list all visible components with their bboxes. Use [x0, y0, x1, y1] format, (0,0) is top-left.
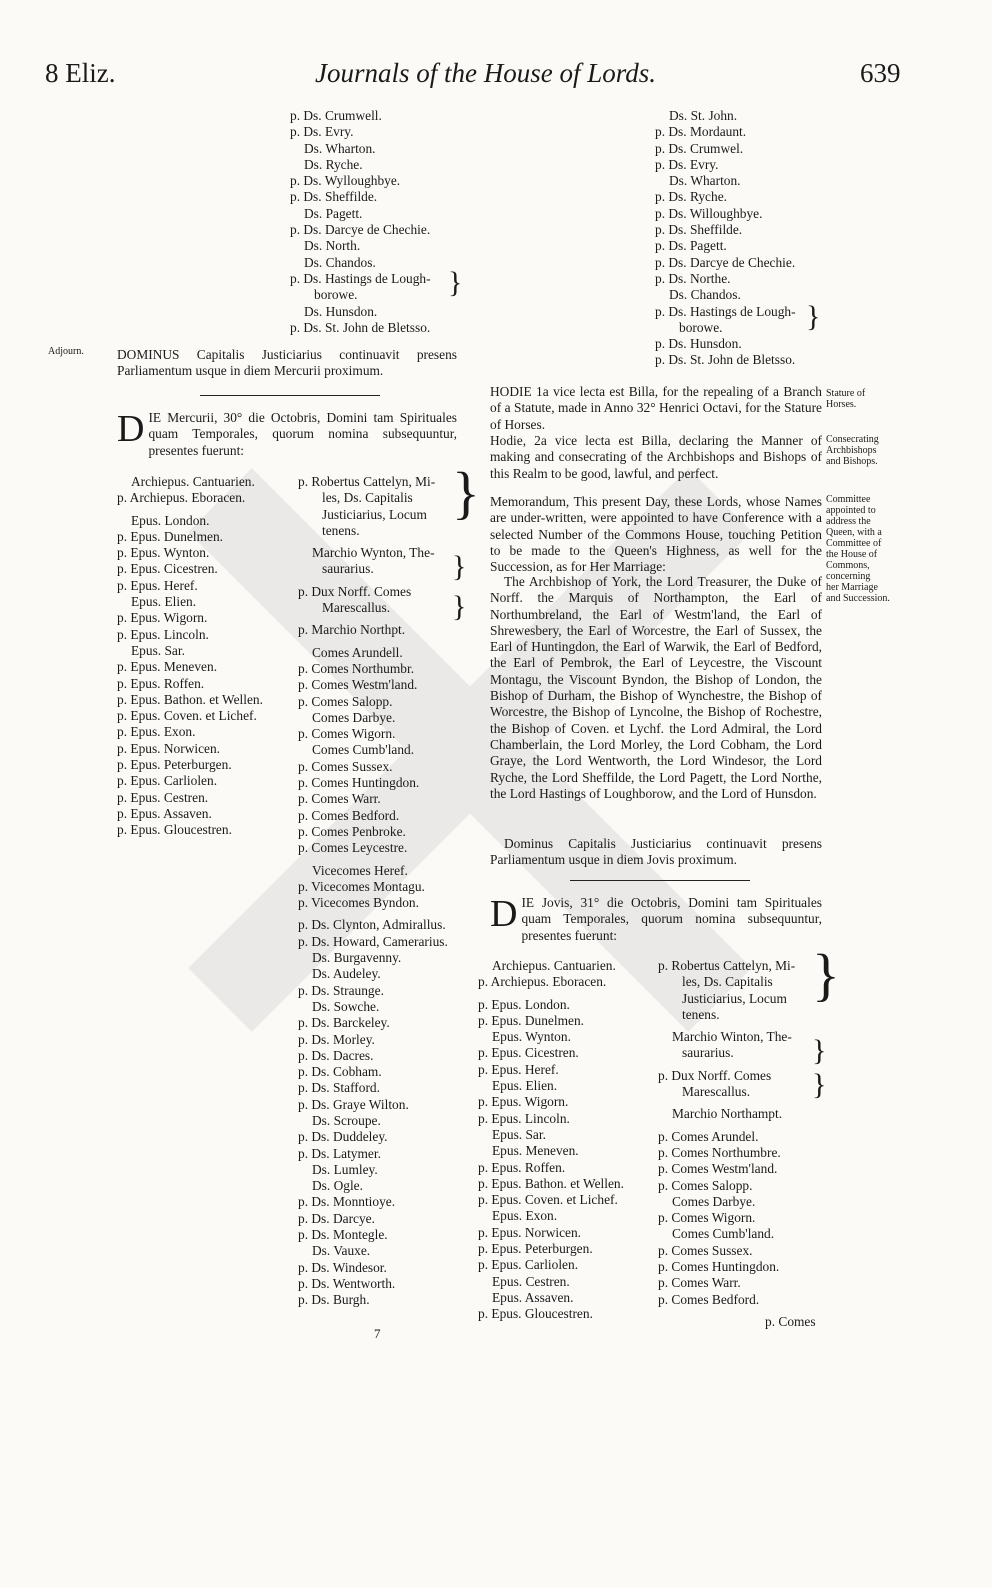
list-item: p. Epus. Bathon. et Wellen. [478, 1175, 624, 1191]
margin-line: Commons, [826, 560, 870, 571]
list-item: p. Robertus Cattelyn, Mi- [298, 474, 436, 489]
margin-line: Committee [826, 494, 871, 505]
margin-line: and Succession. [826, 593, 890, 604]
list-item: Ds. Sowche. [312, 998, 380, 1014]
adjourn-paragraph [117, 347, 457, 380]
list-item: p. Comes Leycestre. [298, 840, 408, 856]
list-item: Ds. Chandos. [669, 287, 741, 303]
list-item: p. Comes Westm'land. [658, 1161, 778, 1177]
header-regnal-year: 8 Eliz. [45, 58, 116, 88]
list-item: p. Epus. Lincoln. [478, 1110, 570, 1126]
margin-note-committee [826, 494, 890, 604]
list-item: p. Epus. Bathon. et Wellen. [117, 691, 263, 707]
list-item: p. Epus. Peterburgen. [478, 1241, 593, 1257]
margin-line: Archbishops [826, 445, 877, 456]
jovis-intro [490, 895, 822, 944]
list-item: p. Ds. Stafford. [298, 1080, 380, 1096]
list-item: Comes Darbye. [312, 709, 396, 725]
list-item: p. Ds. Crumwel. [655, 140, 744, 156]
margin-line: Consecrating [826, 434, 879, 445]
lords-list-jovis-spiritual [478, 958, 653, 1323]
list-item: p. Comes Huntingdon. [298, 775, 420, 791]
list-item: Ds. Chandos. [304, 254, 376, 270]
list-item: p. Ds. Hastings de Lough- [290, 270, 431, 286]
margin-line: and Bishops. [826, 456, 878, 467]
list-item: Vicecomes Heref. [312, 862, 408, 878]
list-item: p. Epus. London. [478, 996, 570, 1012]
list-item: p. Ds. Clynton, Admirallus. [298, 917, 446, 933]
margin-line: address the [826, 516, 871, 527]
list-item: p. Comes Sussex. [298, 758, 393, 774]
list-item: Ds. St. John. [669, 108, 738, 123]
list-item: p. Vicecomes Montagu. [298, 878, 425, 894]
brace: } [812, 942, 840, 1007]
list-item: saurarius. [322, 561, 374, 577]
list-item: Comes Cumb'land. [312, 742, 415, 758]
hodie-first-reading [490, 384, 822, 433]
list-item: Ds. Burgavenny. [312, 950, 402, 966]
hodie-second-text: Hodie, 2a vice lecta est Billa, declaring the Manner of making and consecrating of the Archbishops and Bishops of this Realm to be good, lawful, and perfect. [490, 433, 822, 481]
lords-named-paragraph [490, 574, 822, 802]
list-item: p. Comes Salopp. [298, 693, 393, 709]
list-item: les, Ds. Capitalis [682, 974, 773, 990]
list-item: p. Comes Wigorn. [298, 726, 396, 742]
catchword: p. Comes [765, 1314, 816, 1329]
list-item: p. Epus. Cestren. [117, 789, 209, 805]
list-item: Ds. Hunsdon. [304, 303, 378, 319]
lords-list-mercurii-temporal [298, 474, 468, 1309]
margin-line: Horses. [826, 399, 857, 410]
list-item: p. Comes Northumbre. [658, 1144, 781, 1160]
list-item: les, Ds. Capitalis [322, 490, 413, 506]
list-item: p. Epus. Gloucestren. [117, 822, 232, 838]
list-item: p. Ds. Duddeley. [298, 1129, 388, 1145]
list-item: p. Ds. Pagett. [655, 238, 727, 254]
signature-mark: 7 [374, 1326, 381, 1341]
brace: } [806, 300, 821, 333]
list-item: p. Ds. Darcye. [298, 1210, 375, 1226]
list-item: p. Ds. St. John de Bletsso. [655, 352, 796, 368]
brace: } [452, 460, 480, 525]
list-item: p. Epus. Norwicen. [478, 1224, 582, 1240]
mercurii-intro-text: IE Mercurii, 30° die Octobris, Domini tam Spirituales quam Temporales, quorum nomina subsequuntur, presentes fuerunt: [148, 410, 457, 458]
memorandum-paragraph [490, 494, 822, 575]
list-item: Ds. North. [304, 238, 361, 254]
list-item: p. Comes Warr. [298, 791, 381, 807]
list-item: p. Ds. Evry. [655, 156, 719, 172]
adjourn-jovis-paragraph [490, 836, 822, 869]
list-item: p. Ds. Howard, Camerarius. [298, 933, 448, 949]
list-item: p. Epus. Assaven. [117, 805, 212, 821]
list-item: tenens. [682, 1006, 720, 1022]
list-item: p. Epus. Dunelmen. [478, 1012, 584, 1028]
list-item: Archiepus. Cantuarien. [492, 958, 616, 973]
hodie-second-reading [490, 433, 822, 482]
list-item: p. Comes Westm'land. [298, 677, 418, 693]
hodie-first-text: HODIE 1a vice lecta est Billa, for the repealing of a Branch of a Statute, made in Anno 32° Henrici Octavi, for the Stature of Horses. [490, 384, 822, 432]
list-item: p. Archiepus. Eboracen. [478, 974, 607, 990]
list-item: p. Ds. Northe. [655, 270, 731, 286]
list-item: p. Epus. Cicestren. [478, 1045, 579, 1061]
list-item: Ds. Ryche. [304, 156, 363, 172]
list-item: Epus. Meneven. [492, 1143, 579, 1159]
lords-named-text: The Archbishop of York, the Lord Treasurer, the Duke of Norff. the Marquis of Northampton, the Earl of Northumbreland, the Earl of Westm'land, the Earl of Shrewesbery, the Earl of Worcestre, the Earl of Sussex, the Earl of Huntingdon, the Earl of Warwik, the Earl of Bedford, the Earl of Pembrok, the Earl of Leycestre, the Viscount Montagu, the Viscount Byndon, the Bishop of London, the Bishop of Durham, the Bishop of Wynchestre, the Bishop of Worcestre, the Bishop of Lyncolne, the Bishop of Rochestre, the Bishop of Coven. et Lychf. the Lord Admiral, the Lord Chamberlain, the Lord Morley, the Lord Cobham, the Lord Graye, the Lord Wentworth, the Lord Windesor, the Lord Ryche, the Lord Sheffilde, the Lord Pagett, the Lord Northe, the Lord Hastings of Loughborow, and the Lord of Hunsdon. [490, 574, 822, 801]
list-item: Epus. Sar. [131, 642, 185, 658]
list-item: p. Epus. Peterburgen. [117, 757, 232, 773]
list-item: borowe. [679, 319, 723, 335]
list-item: p. Comes Sussex. [658, 1242, 753, 1258]
list-item: Epus. Sar. [492, 1126, 546, 1142]
margin-line: the House of [826, 549, 878, 560]
margin-line: her Marriage [826, 582, 878, 593]
margin-line: concerning [826, 571, 871, 582]
list-item: p. Ds. Crumwell. [290, 108, 382, 123]
list-item: p. Archiepus. Eboracen. [117, 490, 246, 506]
list-item: p. Ds. Mordaunt. [655, 124, 747, 140]
drop-cap: D [490, 893, 518, 935]
list-item: p. Ds. Graye Wilton. [298, 1096, 409, 1112]
list-item: p. Epus. Coven. et Lichef. [478, 1192, 618, 1208]
jovis-intro-text: IE Jovis, 31° die Octobris, Domini tam Spirituales quam Temporales, quorum nomina subsequuntur, presentes fuerunt: [521, 895, 822, 943]
list-item: p. Ds. Straunge. [298, 982, 384, 998]
margin-note-consecrating [826, 434, 879, 467]
list-item: Ds. Vauxe. [312, 1243, 371, 1259]
list-item: p. Epus. Dunelmen. [117, 528, 223, 544]
list-item: p. Ds. Darcye de Chechie. [655, 254, 796, 270]
list-item: p. Ds. Windesor. [298, 1259, 387, 1275]
list-item: Justiciarius, Locum [322, 506, 427, 522]
list-item: borowe. [314, 287, 358, 303]
list-item: Comes Cumb'land. [672, 1226, 775, 1242]
list-item: Ds. Wharton. [669, 173, 741, 189]
list-item: p. Vicecomes Byndon. [298, 895, 419, 911]
margin-note-adjourn: Adjourn. [48, 346, 84, 357]
list-item: Ds. Ogle. [312, 1178, 363, 1194]
list-item: Marchio Winton, The- [672, 1029, 792, 1045]
list-item: p. Ds. Hunsdon. [655, 336, 742, 352]
list-item: Epus. Exon. [492, 1208, 558, 1224]
page-number: 639 [860, 58, 901, 88]
list-item: p. Ds. Ryche. [655, 189, 727, 205]
list-item: p. Epus. Wigorn. [478, 1094, 569, 1110]
list-item: p. Epus. Heref. [117, 577, 198, 593]
list-item: Marchio Northampt. [672, 1106, 783, 1122]
list-item: Marchio Wynton, The- [312, 545, 435, 561]
list-item: p. Comes Huntingdon. [658, 1259, 780, 1275]
list-item: p. Comes Bedford. [298, 807, 400, 823]
list-item: p. Epus. Carliolen. [117, 773, 218, 789]
divider [200, 395, 380, 396]
list-item: p. Epus. Exon. [117, 724, 196, 740]
list-item: Marescallus. [682, 1084, 751, 1100]
list-item: p. Ds. Dacres. [298, 1047, 374, 1063]
list-item: p. Epus. Roffen. [117, 675, 205, 691]
list-item: p. Epus. Norwicen. [117, 740, 221, 756]
list-item: p. Dux Norff. Comes [658, 1067, 772, 1083]
list-item: p. Ds. Evry. [290, 124, 354, 140]
drop-cap: D [117, 408, 145, 450]
list-item: p. Epus. Meneven. [117, 659, 218, 675]
lords-list-jovis-temporal [658, 958, 818, 1308]
list-item: p. Ds. Montegle. [298, 1227, 388, 1243]
list-item: p. Comes Bedford. [658, 1291, 760, 1307]
list-item: Comes Arundell. [312, 644, 403, 660]
list-item: p. Epus. Wynton. [117, 545, 210, 561]
list-item: p. Epus. Carliolen. [478, 1257, 579, 1273]
margin-line: Queen, with a [826, 527, 882, 538]
list-item: p. Ds. Wentworth. [298, 1275, 396, 1291]
list-item: Archiepus. Cantuarien. [131, 474, 255, 489]
list-item: Ds. Audeley. [312, 966, 381, 982]
list-item: tenens. [322, 522, 360, 538]
list-item: p. Ds. Cobham. [298, 1064, 382, 1080]
list-item: p. Ds. Barckeley. [298, 1015, 390, 1031]
list-item: p. Ds. Monntioye. [298, 1194, 396, 1210]
lords-list-top-middle [290, 108, 463, 336]
list-item: Epus. Elien. [131, 594, 197, 610]
list-item: p. Comes Salopp. [658, 1177, 753, 1193]
brace: } [452, 590, 467, 623]
list-item: p. Ds. Sheffilde. [290, 189, 378, 205]
header-title: Journals of the House of Lords. [315, 58, 657, 88]
list-item: p. Comes Arundel. [658, 1128, 759, 1144]
list-item: Ds. Scroupe. [312, 1112, 381, 1128]
list-item: p. Comes Warr. [658, 1275, 741, 1291]
list-item: p. Marchio Northpt. [298, 622, 406, 638]
mercurii-intro [117, 410, 457, 459]
list-item: Ds. Pagett. [304, 205, 363, 221]
margin-note-stature [826, 388, 865, 410]
brace: } [812, 1068, 827, 1101]
list-item: Comes Darbye. [672, 1193, 756, 1209]
list-item: p. Ds. Wylloughbye. [290, 173, 401, 189]
list-item: p. Epus. Roffen. [478, 1159, 566, 1175]
list-item: p. Ds. Burgh. [298, 1292, 370, 1308]
margin-line: appointed to [826, 505, 876, 516]
margin-line: Stature of [826, 388, 866, 399]
adjourn-text: DOMINUS Capitalis Justiciarius continuavit presens Parliamentum usque in diem Mercurii proximum. [117, 347, 457, 379]
list-item: Epus. Assaven. [492, 1289, 574, 1305]
list-item: p. Ds. Sheffilde. [655, 222, 743, 238]
brace: } [812, 1034, 827, 1067]
list-item: p. Ds. Hastings de Lough- [655, 303, 796, 319]
list-item: Epus. Cestren. [492, 1273, 570, 1289]
brace: } [452, 550, 467, 583]
list-item: saurarius. [682, 1045, 734, 1061]
adjourn-jovis-text: Dominus Capitalis Justiciarius continuavit presens Parliamentum usque in diem Jovis proximum. [490, 836, 822, 868]
list-item: Epus. Wynton. [492, 1029, 571, 1045]
memorandum-text: Memorandum, This present Day, these Lords, whose Names are under-written, were appointed to have Conference with a selected Number of the Commons House, touching Petition to be made to the Queen's Highness, as well for the Succession, as for Her Marriage: [490, 494, 822, 575]
list-item: Ds. Wharton. [304, 140, 376, 156]
list-item: p. Comes Northumbr. [298, 660, 415, 676]
brace: } [448, 266, 463, 299]
list-item: p. Epus. Heref. [478, 1061, 559, 1077]
list-item: p. Epus. Cicestren. [117, 561, 218, 577]
lords-list-mercurii-spiritual [117, 474, 292, 839]
divider [570, 880, 750, 881]
list-item: p. Dux Norff. Comes [298, 583, 412, 599]
list-item: Epus. London. [131, 512, 210, 528]
list-item: p. Robertus Cattelyn, Mi- [658, 958, 796, 973]
list-item: p. Ds. Willoughbye. [655, 205, 763, 221]
list-item: Epus. Elien. [492, 1078, 558, 1094]
list-item: p. Epus. Gloucestren. [478, 1306, 593, 1322]
list-item: p. Epus. Lincoln. [117, 626, 209, 642]
list-item: p. Epus. Wigorn. [117, 610, 208, 626]
list-item: p. Epus. Coven. et Lichef. [117, 708, 257, 724]
list-item: p. Ds. St. John de Bletsso. [290, 319, 431, 335]
list-item: Marescallus. [322, 600, 391, 616]
list-item: p. Comes Penbroke. [298, 823, 406, 839]
list-item: Ds. Lumley. [312, 1161, 378, 1177]
margin-line: Committee of [826, 538, 882, 549]
list-item: Justiciarius, Locum [682, 990, 787, 1006]
list-item: p. Comes Wigorn. [658, 1210, 756, 1226]
list-item: p. Ds. Morley. [298, 1031, 375, 1047]
list-item: p. Ds. Darcye de Chechie. [290, 222, 431, 238]
list-item: p. Ds. Latymer. [298, 1145, 381, 1161]
